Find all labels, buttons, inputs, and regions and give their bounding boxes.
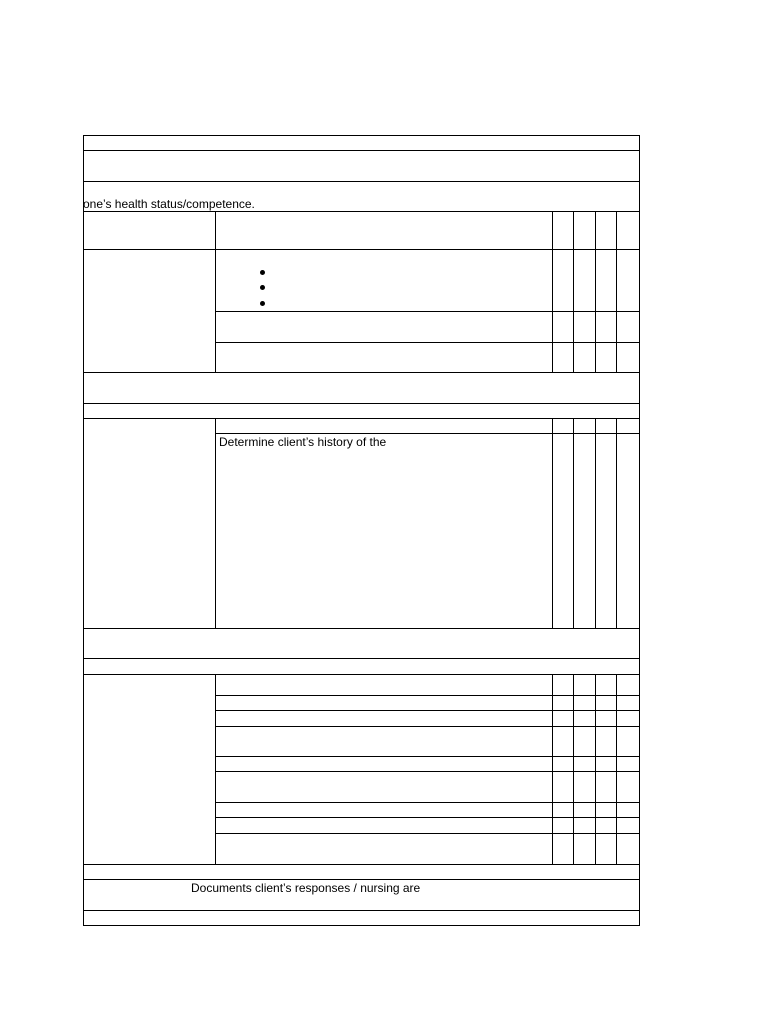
row-divider — [83, 181, 640, 182]
row-divider — [83, 910, 640, 911]
sub-row-divider — [215, 726, 640, 727]
documentation-text: Documents client’s responses / nursing are — [191, 881, 421, 895]
sub-row-divider — [215, 342, 640, 343]
bullet-point — [260, 285, 265, 290]
column-divider — [616, 211, 617, 373]
assessment-item-text: Determine client’s history of the — [219, 435, 387, 449]
row-divider — [83, 925, 640, 926]
row-divider — [83, 150, 640, 151]
sub-row-divider — [215, 771, 640, 772]
row-divider — [83, 628, 640, 629]
column-divider — [552, 674, 553, 865]
column-divider — [573, 418, 574, 629]
sub-row-divider — [215, 802, 640, 803]
column-divider — [573, 211, 574, 373]
column-divider — [616, 418, 617, 629]
intro-text: one’s health status/competence. — [83, 197, 255, 211]
column-divider — [552, 418, 553, 629]
table-left-border — [83, 135, 84, 926]
column-divider — [573, 674, 574, 865]
table-right-border — [639, 135, 640, 926]
row-divider — [83, 879, 640, 880]
column-divider — [616, 674, 617, 865]
sub-row-divider — [215, 710, 640, 711]
row-divider — [83, 135, 640, 136]
row-divider — [83, 249, 640, 250]
column-divider — [215, 674, 216, 865]
column-divider — [215, 418, 216, 629]
column-divider — [595, 418, 596, 629]
sub-row-divider — [215, 833, 640, 834]
row-divider — [83, 674, 640, 675]
row-divider — [83, 658, 640, 659]
row-divider — [83, 418, 640, 419]
sub-row-divider — [215, 756, 640, 757]
bullet-point — [260, 270, 265, 275]
sub-row-divider — [215, 817, 640, 818]
sub-row-divider — [215, 433, 640, 434]
sub-row-divider — [215, 695, 640, 696]
sub-row-divider — [215, 311, 640, 312]
row-divider — [83, 211, 640, 212]
column-divider — [595, 674, 596, 865]
bullet-point — [260, 301, 265, 306]
row-divider — [83, 403, 640, 404]
row-divider — [83, 864, 640, 865]
column-divider — [552, 211, 553, 373]
column-divider — [595, 211, 596, 373]
column-divider — [215, 211, 216, 373]
row-divider — [83, 372, 640, 373]
